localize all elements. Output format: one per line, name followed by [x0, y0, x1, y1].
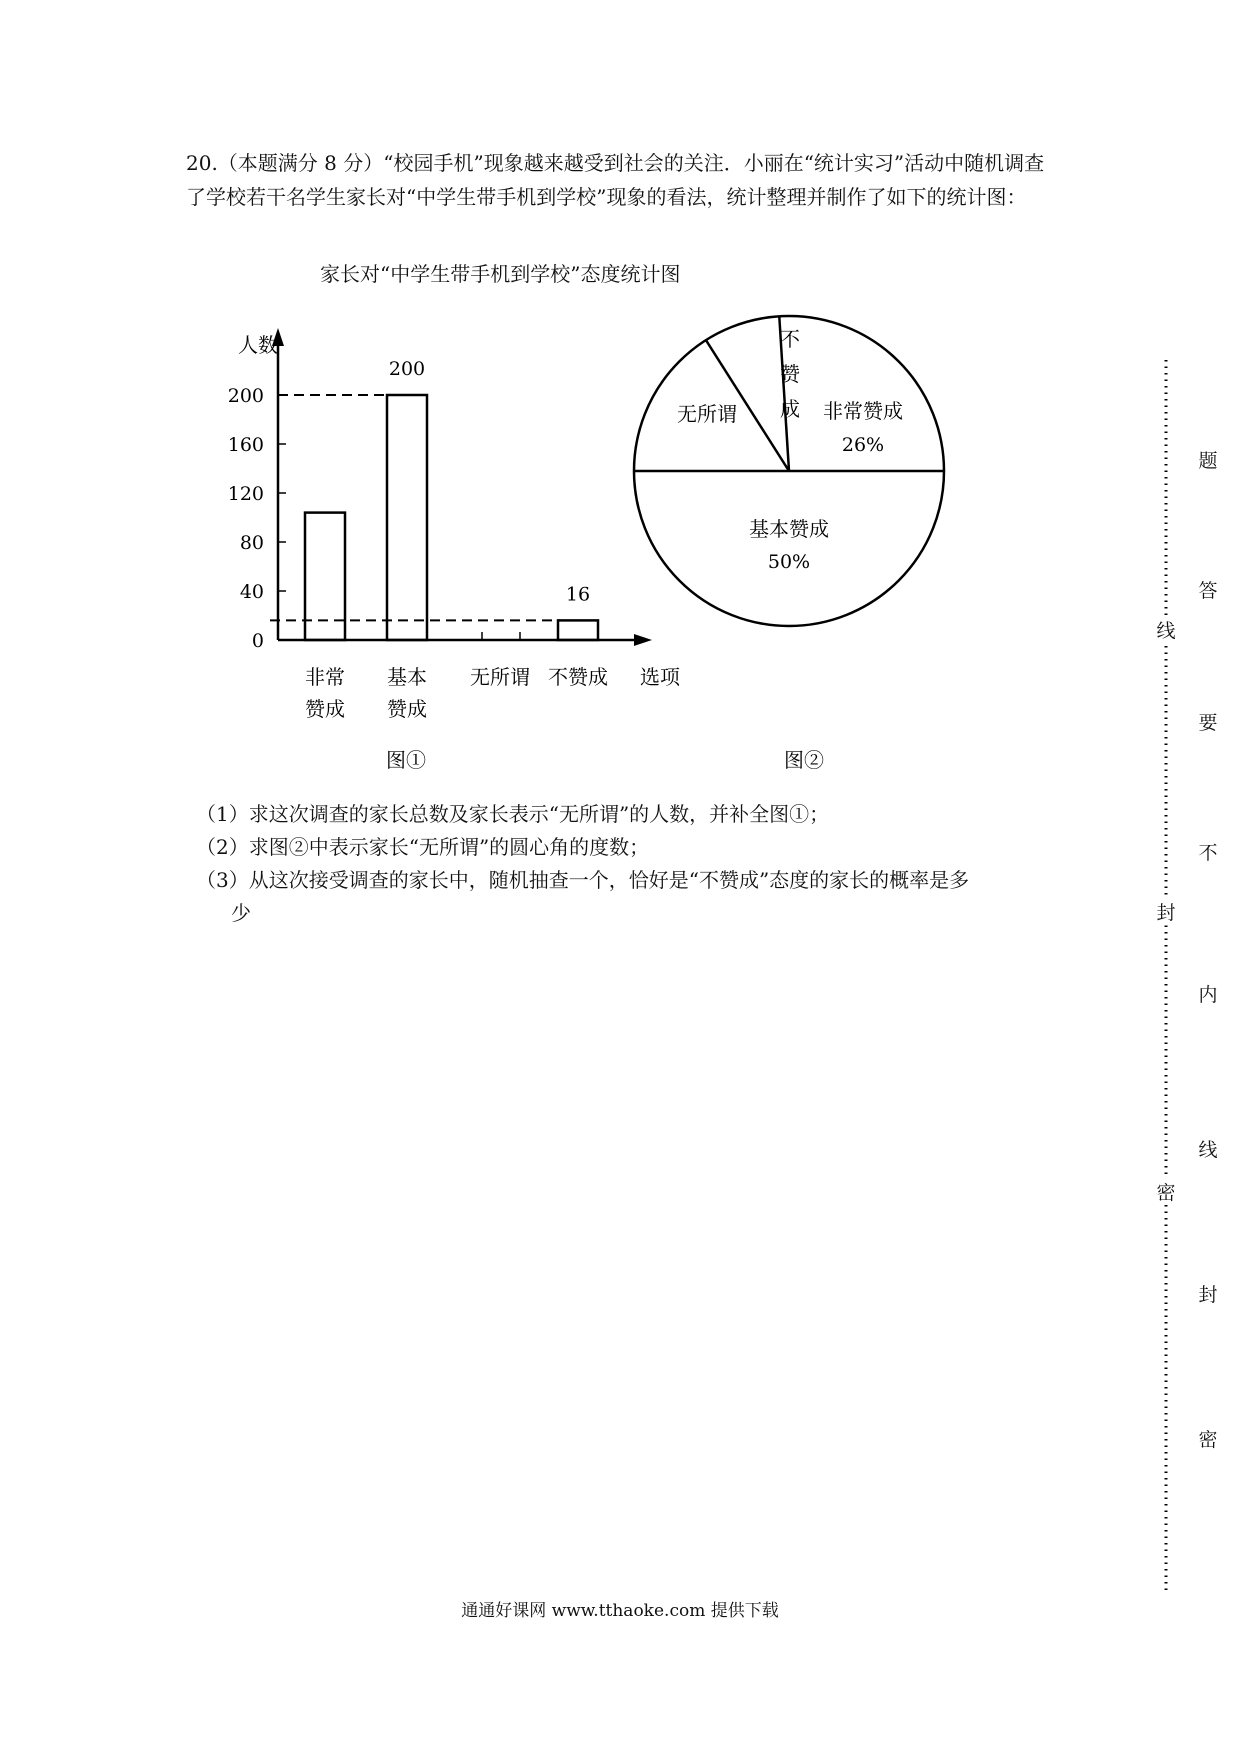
question-3 — [196, 864, 1056, 897]
question-2 — [196, 831, 1056, 864]
pie-label-disagree-char: 赞 — [780, 362, 800, 386]
x-category-label-line2: 赞成 — [387, 697, 427, 721]
margin-char-da: 答 — [1198, 580, 1218, 602]
chart-title: 家长对“中学生带手机到学校”态度统计图 — [320, 262, 681, 286]
pie-percent-basic-agree: 50% — [767, 551, 811, 573]
question-1-number: （1） — [196, 802, 249, 826]
y-axis-label: 人数 — [238, 333, 278, 357]
x-axis-label: 选项 — [640, 665, 680, 689]
bar — [558, 620, 598, 640]
pie-label-strongly-agree: 非常赞成 — [823, 399, 903, 423]
y-tick-label: 160 — [227, 434, 264, 456]
y-tick-label: 40 — [239, 581, 264, 603]
question-3-number: （3） — [196, 868, 249, 892]
question-3-text: 从这次接受调查的家长中，随机抽查一个，恰好是“不赞成”态度的家长的概率是多 — [248, 868, 970, 892]
y-tick-label: 200 — [227, 385, 264, 407]
problem-text: 20.（本题满分 8 分）“校园手机”现象越来越受到社会的关注．小丽在“统计实习”活动中随机调查了学校若干名学生家长对“中学生带手机到学校”现象的看法，统计整理并制作了如下的统计图： — [186, 151, 1045, 209]
x-category-label-line2: 赞成 — [305, 697, 345, 721]
question-2-number: （2） — [196, 835, 249, 859]
margin-char-mi-inner: 密 — [1154, 1178, 1178, 1205]
question-1-text: 求这次调查的家长总数及家长表示“无所谓”的人数，并补全图①； — [248, 802, 830, 826]
bar-value-label: 200 — [388, 358, 426, 380]
margin-char-yao: 要 — [1198, 712, 1218, 734]
figure-2-caption: 图② — [784, 748, 824, 772]
pie-label-disagree-char: 不 — [780, 327, 800, 351]
margin-char-xian-inner: 线 — [1154, 616, 1178, 643]
x-category-label: 不赞成 — [548, 665, 608, 689]
pie-label-basic-agree: 基本赞成 — [749, 517, 829, 541]
bar-value-label: 16 — [565, 583, 591, 606]
bar — [387, 395, 427, 640]
question-2-text: 求图②中表示家长“无所谓”的圆心角的度数； — [248, 835, 650, 859]
questions-list — [196, 798, 1056, 930]
x-category-label: 基本 — [387, 665, 427, 689]
y-tick-label: 80 — [239, 532, 264, 554]
x-axis-arrow — [634, 634, 652, 646]
footer-text: 通通好课网 www.tthaoke.com 提供下载 — [461, 1601, 779, 1621]
y-tick-label: 0 — [251, 630, 264, 652]
margin-char-mi-outer: 密 — [1198, 1429, 1218, 1451]
margin-char-feng-outer: 封 — [1198, 1284, 1218, 1306]
pie-label-disagree-char: 成 — [780, 397, 800, 421]
x-category-label: 无所谓 — [470, 665, 530, 689]
question-1 — [196, 798, 1056, 831]
margin-char-xian-outer: 线 — [1198, 1139, 1218, 1161]
margin-char-bu: 不 — [1198, 842, 1218, 864]
question-3-continuation: 少 — [231, 901, 251, 925]
pie-label-indifferent: 无所谓 — [677, 402, 737, 426]
margin-char-feng-inner: 封 — [1154, 898, 1178, 925]
margin-char-ti: 题 — [1198, 450, 1218, 472]
pie-percent-strongly-agree: 26% — [841, 434, 885, 456]
x-category-label: 非常 — [305, 665, 345, 689]
y-tick-label: 120 — [227, 483, 264, 505]
figure-1-caption: 图① — [386, 748, 426, 772]
margin-char-nei: 内 — [1198, 984, 1218, 1006]
